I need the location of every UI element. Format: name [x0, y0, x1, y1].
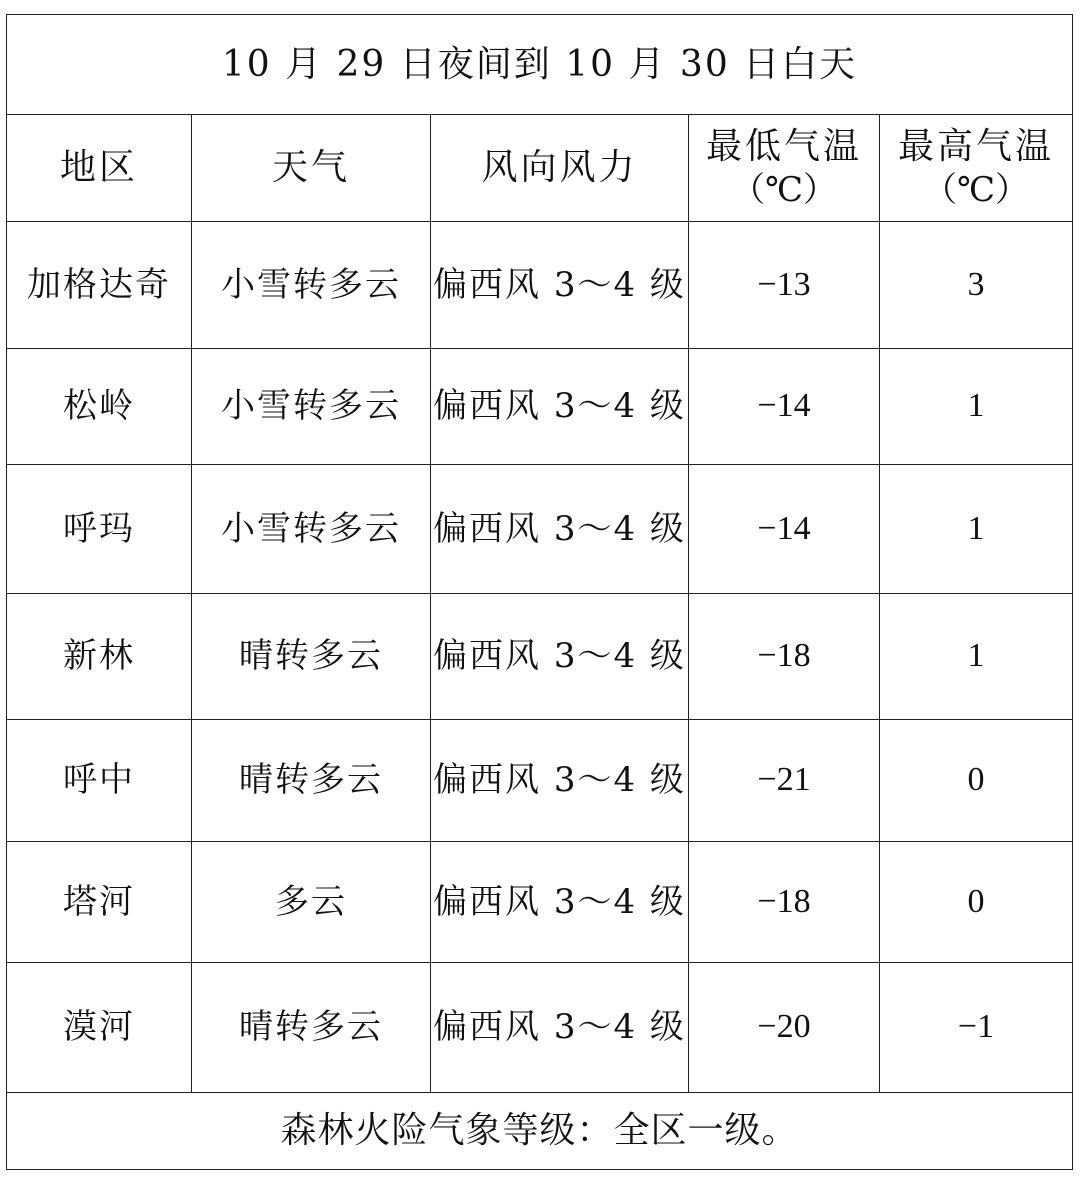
- cell-min-temp: −14: [689, 349, 880, 465]
- header-weather: 天气: [192, 115, 431, 222]
- cell-region: 漠河: [7, 963, 192, 1093]
- footer-row: [7, 1093, 1073, 1170]
- cell-weather: 晴转多云: [192, 963, 431, 1093]
- cell-max-temp: 1: [880, 349, 1073, 465]
- header-min-temp-label: 最低气温: [705, 126, 862, 167]
- cell-max-temp: 0: [880, 842, 1073, 963]
- cell-max-temp: 3: [880, 222, 1073, 349]
- cell-wind: 偏西风 3～4 级: [431, 842, 689, 963]
- cell-max-temp: 1: [880, 594, 1073, 720]
- cell-weather: 多云: [192, 842, 431, 963]
- cell-min-temp: −18: [689, 842, 880, 963]
- table-row: [7, 349, 1073, 465]
- cell-region: 松岭: [7, 349, 192, 465]
- cell-weather: 晴转多云: [192, 594, 431, 720]
- table-row: [7, 842, 1073, 963]
- cell-weather: 小雪转多云: [192, 222, 431, 349]
- cell-wind: 偏西风 3～4 级: [431, 963, 689, 1093]
- cell-region: 加格达奇: [7, 222, 192, 349]
- cell-max-temp: 0: [880, 720, 1073, 842]
- cell-max-temp: 1: [880, 465, 1073, 594]
- header-max-temp: [880, 115, 1073, 222]
- table-row: [7, 720, 1073, 842]
- cell-weather: 小雪转多云: [192, 465, 431, 594]
- cell-wind: 偏西风 3～4 级: [431, 349, 689, 465]
- cell-min-temp: −18: [689, 594, 880, 720]
- cell-max-temp: −1: [880, 963, 1073, 1093]
- cell-region: 呼中: [7, 720, 192, 842]
- table-row: [7, 963, 1073, 1093]
- cell-min-temp: −20: [689, 963, 880, 1093]
- header-row: [7, 115, 1073, 222]
- header-region: 地区: [7, 115, 192, 222]
- cell-wind: 偏西风 3～4 级: [431, 222, 689, 349]
- table-row: [7, 594, 1073, 720]
- cell-min-temp: −21: [689, 720, 880, 842]
- header-min-temp: [689, 115, 880, 222]
- fire-risk-note: 森林火险气象等级：全区一级。: [7, 1093, 1073, 1170]
- cell-region: 塔河: [7, 842, 192, 963]
- header-max-temp-label: 最高气温: [898, 126, 1055, 167]
- table-title: 10 月 29 日夜间到 10 月 30 日白天: [7, 15, 1073, 115]
- cell-min-temp: −13: [689, 222, 880, 349]
- cell-wind: 偏西风 3～4 级: [431, 465, 689, 594]
- cell-region: 呼玛: [7, 465, 192, 594]
- header-max-temp-unit: （℃）: [922, 170, 1030, 211]
- cell-min-temp: −14: [689, 465, 880, 594]
- cell-wind: 偏西风 3～4 级: [431, 594, 689, 720]
- cell-wind: 偏西风 3～4 级: [431, 720, 689, 842]
- title-row: [7, 15, 1073, 115]
- header-wind: 风向风力: [431, 115, 689, 222]
- table-row: [7, 465, 1073, 594]
- forecast-table: [6, 14, 1073, 1170]
- header-min-temp-unit: （℃）: [730, 170, 838, 211]
- cell-region: 新林: [7, 594, 192, 720]
- cell-weather: 小雪转多云: [192, 349, 431, 465]
- table-row: [7, 222, 1073, 349]
- cell-weather: 晴转多云: [192, 720, 431, 842]
